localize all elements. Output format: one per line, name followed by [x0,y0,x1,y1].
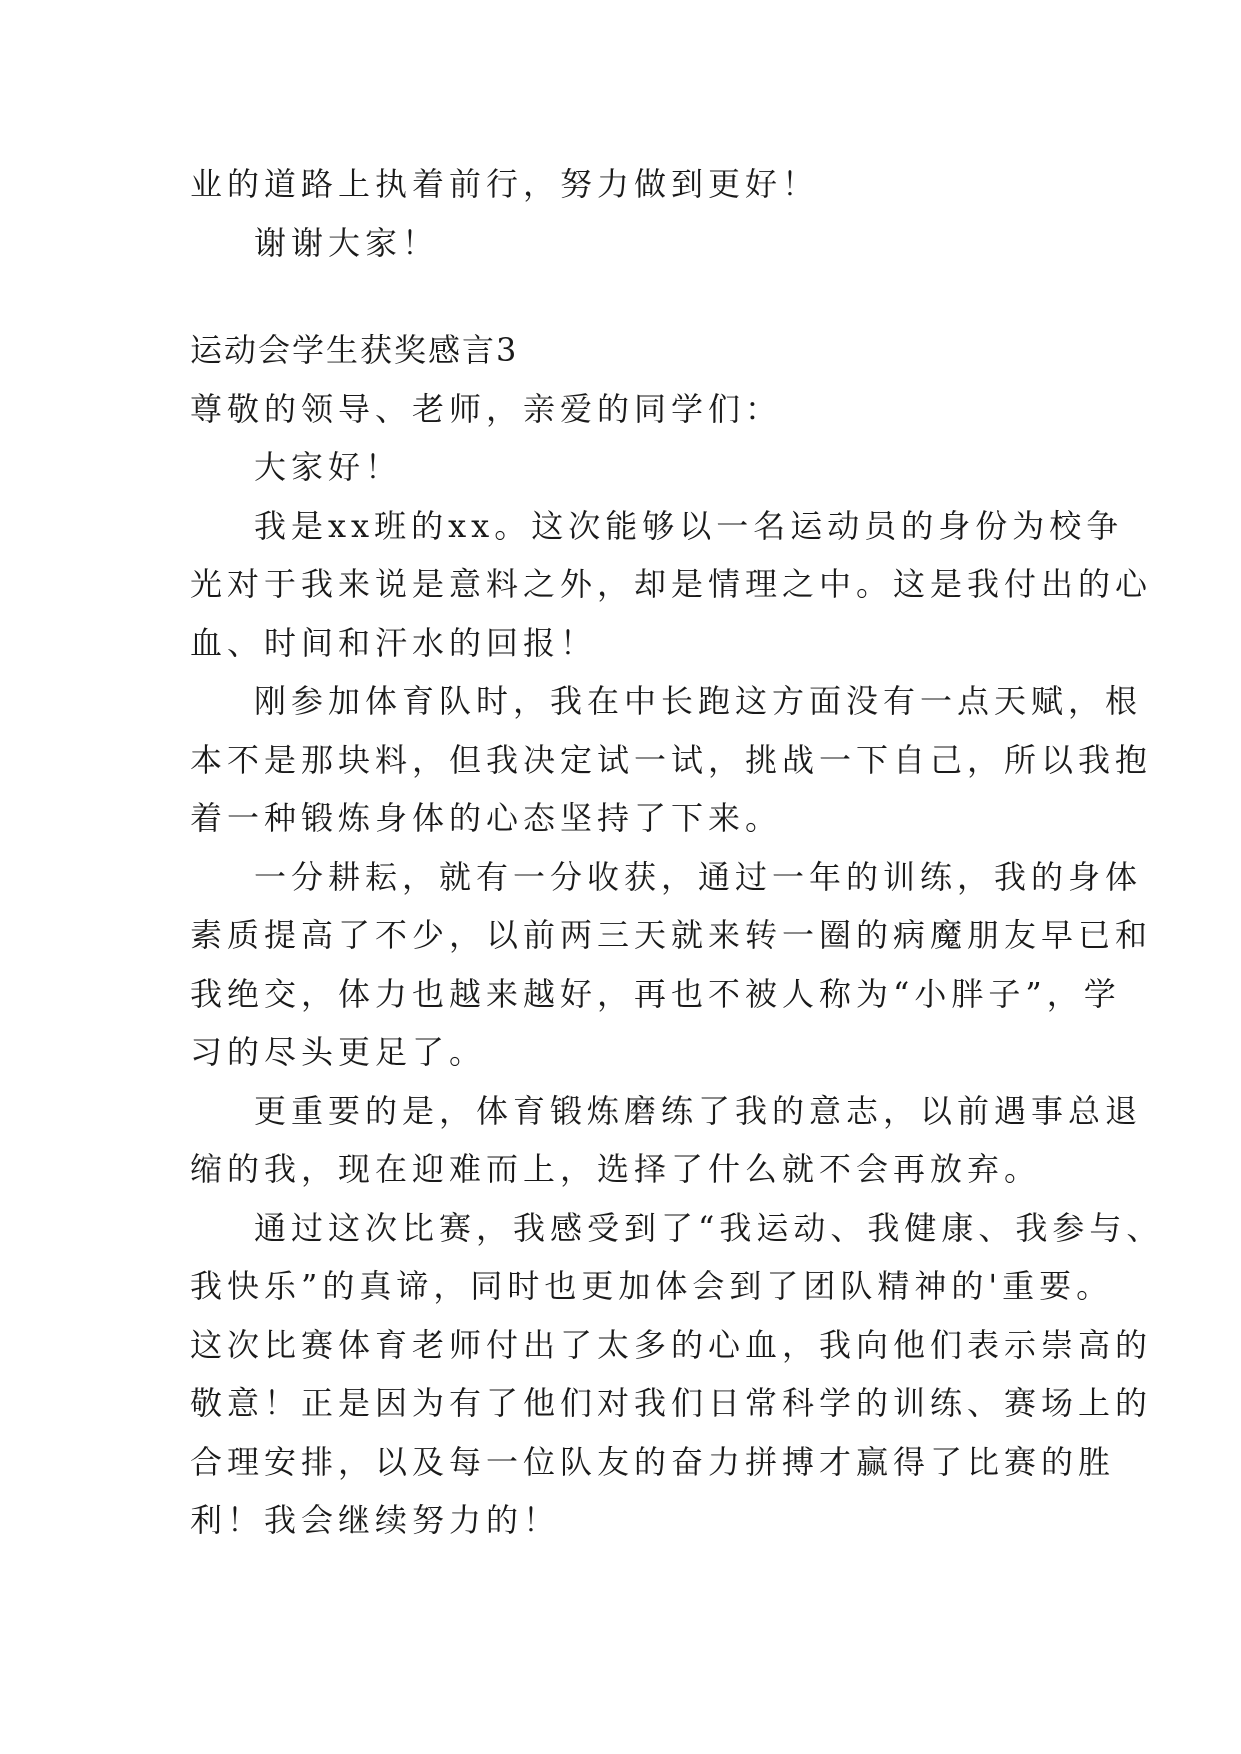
text-line: 这次比赛体育老师付出了太多的心血，我向他们表示崇高的 [190,1325,1153,1364]
paragraph-3 [190,848,1153,1082]
text-line: 血、时间和汗水的回报！ [190,623,598,662]
closing-thanks: 谢谢大家！ [254,223,440,262]
text-line: 着一种锻炼身体的心态坚持了下来。 [190,799,783,837]
text-line: 敬意！正是因为有了他们对我们日常科学的训练、赛场上的 [190,1384,1153,1422]
text-line: 素质提高了不少，以前两三天就来转一圈的病魔朋友早已和 [190,916,1153,954]
section-title: 运动会学生获奖感言3 [190,331,519,369]
document-body [190,155,1164,1550]
paragraph-1 [190,497,1153,673]
section-gap [190,272,1060,321]
text-line: 本不是那块料，但我决定试一试，挑战一下自己，所以我抱 [190,740,1153,779]
text-line: 业的道路上执着前行，努力做到更好！ [190,165,820,203]
text-line: 我快乐”的真谛，同时也更加体会到了团队精神的'重要。 [190,1267,1114,1305]
text-line: 我是xx班的xx。这次能够以一名运动员的身份为校争 [254,506,1124,545]
text-line: 利！我会继续努力的！ [190,1501,561,1539]
text-line: 习的尽头更足了。 [190,1033,487,1071]
paragraph-5 [190,1199,1164,1550]
greeting: 大家好！ [254,448,403,486]
text-line: 我绝交，体力也越来越好，再也不被人称为“小胖子”，学 [190,974,1121,1013]
paragraph-2 [190,672,1153,848]
text-line: 光对于我来说是意料之外，却是情理之中。这是我付出的心 [190,565,1153,603]
text-line: 通过这次比赛，我感受到了“我运动、我健康、我参与、 [254,1208,1164,1247]
text-line: 一分耕耘，就有一分收获，通过一年的训练，我的身体 [254,857,1143,896]
text-line: 缩的我，现在迎难而上，选择了什么就不会再放弃。 [190,1150,1042,1188]
salutation: 尊敬的领导、老师，亲爱的同学们： [190,389,783,428]
text-line: 刚参加体育队时，我在中长跑这方面没有一点天赋，根 [254,682,1143,720]
text-line: 合理安排，以及每一位队友的奋力拼搏才赢得了比赛的胜 [190,1442,1116,1481]
text-line: 更重要的是，体育锻炼磨练了我的意志，以前遇事总退 [254,1091,1143,1130]
paragraph-4 [190,1082,1143,1199]
